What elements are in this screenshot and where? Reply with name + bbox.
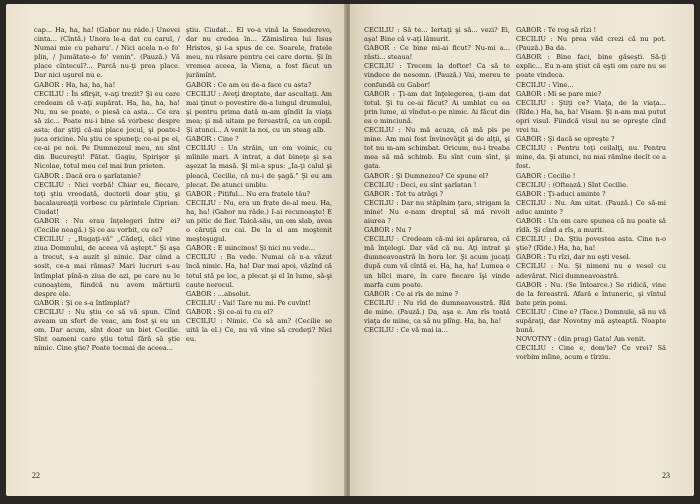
right-page-column-2 [516, 26, 666, 466]
dialogue-paragraph: CECILIU : Nici vorbă! Chiar eu, fiecare, toţi ştiu vreodată, doctorii doar ştiu, şi bacalaureaţii vorbesc cu părintele Ciprian. Ciudat! [34, 180, 180, 216]
dialogue-paragraph: CECILIU : Nu. Am uitat. (Pauză.) Ce să-mi aduc aminte ? [516, 198, 666, 216]
dialogue-paragraph: GABOR : Ce am eu de-a face cu asta? [186, 80, 312, 89]
dialogue-paragraph: GABOR : Şi ce-ai tu cu el? [186, 307, 274, 316]
dialogue-paragraph: CECILIU : Nu ştiu ce să vă spun. Cînd aveam un sfert de veac, am fost şi eu un om. Dar acum, sînt doar un biet Cecilie. Sînt oameni care ştiu totul fără să ştie nimic. Cine ştie? Poate tocmai de aceea... [34, 307, 180, 353]
dialogue-paragraph: GABOR : Tot tu atrăgi ? [364, 189, 443, 198]
left-page [6, 4, 346, 496]
dialogue-paragraph: CECILIU : Să te... Iertaţi şi să... vezi? Ei, aşa! Bine că v-aţi lămurit. [364, 26, 510, 44]
dialogue-paragraph: CECILIU : Nimic. Ce să am? (Cecilie se uită la el.) Ce, nu vă vine să credeţi? Nici eu. [186, 317, 332, 344]
dialogue-paragraph: GABOR : Cecilie ! [516, 171, 576, 180]
dialogue-paragraph: CECILIU : Ştiţi ce? Viaţa, de la viaţa... (Rîde.) Ha, ha, ha! Visam. Şi n-am mai putut opri visul. Fiindcă visul nu se opreşte cînd vrei tu. [516, 98, 666, 135]
dialogue-paragraph: CECILIU : În sfîrşit, v-aţi trezit? Şi eu care credeam că v-aţi supărat. Ha, ha, ha, ha! Nu, nu se poate, o piesă ca asta... Ce era să zic... Poate nu-i bine să vorbesc despre asta; dar ştiţi că-mi place jocul, şi poate-l juca oricine. Nu ştiu ce spuneţi; ce-ai pe ei, ce-ai pe noi. Pe Dumnezeul meu, nu sînt din Bucureşti! Pătat. Gagiu, Spirişor şi Nicolae, totul meu cel mai bun prieten. [34, 89, 180, 171]
dialogue-paragraph: GABOR : Dacă era o şarlatanie? [34, 171, 141, 180]
right-page-column-1 [364, 26, 510, 466]
right-page [350, 4, 694, 496]
dialogue-paragraph: GABOR : Cine ? [186, 135, 239, 144]
dialogue-paragraph: CECILIU : Aveţi dreptate, dar ascultaţi. Am mai ţinut o povestire de-a lungul drumului, şi pentru prima dată m-am gîndit la viaţa mea; şi mă uitam pe fereastră, ca un copil. Şi atunci... A venit la noi, cu un steag alb. [186, 89, 332, 135]
dialogue-paragraph: CECILIU : (Oftează.) Sînt Cecilie. [516, 180, 629, 189]
dialogue-paragraph: GABOR : E mincinos! Şi nici nu vede... [186, 244, 316, 253]
dialogue-paragraph: CECILIU : Pentru toţi ceilalţi, nu. Pentru mine, da. Şi atunci, nu mai rămîne decît ce a fost. [516, 144, 666, 171]
dialogue-paragraph: GABOR : Şi ce s-a întîmplat? [34, 298, 130, 307]
dialogue-paragraph: CECILIU : Trecem la doftor! Ca să te vindece de nesomn. (Pauză.) Vai, mereu te confundă cu Gabor! [364, 62, 510, 89]
dialogue-paragraph: CECILIU : Un străin, un om voinic, cu mîinile mari. A intrat, a dat bineţe şi s-a aşezat la masă. Şi mi-a spus: „Ia-ţi calul şi pleacă, Cecilie, că nu-i de şagă." Şi eu am plecat. De atunci umblu. [186, 144, 332, 189]
dialogue-paragraph: GABOR : Te rog să rîzi ! [516, 26, 597, 34]
dialogue-paragraph: ştiu. Ciudat... El vo-a vină la Smederevo, dar nu credea în... Zămislirea lui Iisus Hristos, şi i-a spus de ce. Soarele, fratele meu, nu răsare pentru cei care dorm. Şi în vremea aceea, la Viena, a fost făcut un jurămînt. [186, 26, 332, 80]
dialogue-paragraph: CECILIU : Vai! Tare nu mi. Pe cuvînt! [186, 298, 311, 307]
dialogue-paragraph: NOVOTNY : (din prag) Gata! Am venit. [516, 335, 646, 344]
dialogue-paragraph: GABOR : Ţi-am dat înţelegerea, ţi-am dat totul. Şi tu ce-ai făcut? Ai umblat cu ea prin lume, ai vîndut-o pe nimic. Ai făcut din ea o minciună. [364, 89, 510, 125]
dialogue-paragraph: GABOR : Nu. (Se întoarce.) Se ridică, vine de la fereastră. Afară e întuneric, şi vîntul bate prin pomi. [516, 280, 666, 307]
dialogue-paragraph: GABOR : Pitiful... Nu era fratele tău? [186, 189, 311, 198]
dialogue-paragraph: CECILIU : Nu, era un frate de-al meu. Ha, ha, ha! (Gabor nu râde.) I-ai recunoaşte! E un pitic de fier. Taică-său, un om slab, avea o căruţă cu cai. De la el am moştenit meşteşugul. [186, 198, 332, 244]
dialogue-paragraph: CECILIU : Nu rîd de dumneavoastră. Rîd de mine. (Pauză.) Da, aşa e. Am rîs toată viaţa de mine, ca să nu plîng. Ha, ha, ha! [364, 298, 510, 325]
dialogue-paragraph: CECILIU : Credeam că-mi iei apărarea, că mă înţelegi. Dar văd că nu. Aţi intrat şi dumneavoastră în hora lor. Şi acum jucaţi după cum vă cîntă ei. Ha, ha, ha! Lumea e un bîlci mare, în care fiecare îşi vinde marfa cum poate. [364, 235, 510, 289]
dialogue-paragraph: CECILIU : Nu. Şi nimeni nu e vesel cu adevărat. Nici dumneavoastră. [516, 262, 666, 280]
dialogue-paragraph: GABOR : Şi Dumnezeu? Ce spune el? [364, 171, 489, 180]
dialogue-paragraph: CECILIU : Cine e, dom'le? Ce vrei? Să vorbim mîine, acum e tîrziu. [516, 344, 666, 362]
dialogue-paragraph: cap... Ha, ha, ha! (Gabor nu râde.) Unevei cinta... (Cîntă.) Unora le-a dat cu carul, / Numai mie cu paharu'. / Nici acela n-o fo' plin, / Jumătate-o fo' venin". (Pauză.) Vă place cîntecul?... Parcă nu-ţi prea place. Dar nici uşurel nu e. [34, 26, 180, 80]
dialogue-paragraph: CECILIU : „Rugaţi-vă" „Cădeţi, căci vine ziua Domnului, de aceea vă aştept." Şi aşa a trecut, s-a auzit şi nimic. Dar când a sosit, ce-a mai rămas? Mari lucruri s-au întîmplat pînă-n ziua de azi, pe care nu le cunoaştem, fiindcă nu avem mărturii despre ele. [34, 235, 180, 298]
dialogue-paragraph: CECILIU : Dar nu stăpînim ţara, strigam la mine! Nu e-nam dreptul să mă revolt aiurea ? [364, 198, 510, 225]
dialogue-paragraph: CECILIU : Cine e? (Tace.) Domnule, să nu vă supăraţi, dar Novotny mă aşteaptă. Noapte bună. [516, 307, 666, 335]
dialogue-paragraph: CECILIU : Nu prea văd crezi că nu pot. (Pauză.) Ba da. [516, 35, 666, 53]
dialogue-paragraph: GABOR : Tu rîzi, dar nu eşti vesel. [516, 253, 631, 262]
dialogue-paragraph: GABOR : Ce bine mi-ai ficut? Nu-mi a... răsti... steaua! [364, 44, 510, 62]
dialogue-paragraph: CECILIU : Nu mă acuza, că mă pis pe mine. Am mai fost învinovăţit şi de alţii, şi tot nu m-am schimbat. Oricum, nu-i treaba mea să mă schimb. Eu sînt cum sînt, şi gata. [364, 126, 510, 171]
dialogue-paragraph: GABOR : Ţi-aduci aminte ? [516, 189, 606, 198]
dialogue-paragraph: GABOR : Ce ai rîs de mine ? [364, 289, 459, 298]
left-page-column-2 [186, 26, 332, 466]
dialogue-paragraph: CECILIU : Deci, eu sînt şarlatan ! [364, 180, 477, 189]
right-page-number: 23 [662, 471, 670, 480]
dialogue-paragraph: GABOR : Mi se pare mie? [516, 89, 602, 98]
dialogue-paragraph: GABOR : Nu erau înţelegeri între ei? (Cecilie neagă.) Şi ce au vorbit, cu ce? [34, 216, 180, 235]
dialogue-paragraph: CECILIU : Vine... [516, 80, 574, 89]
left-page-number: 22 [32, 471, 40, 480]
dialogue-paragraph: GABOR : Un om care spunea că nu poate să rîdă. Şi cînd a rîs, a murit. [516, 216, 666, 235]
dialogue-paragraph: GABOR : ...absolut. [186, 289, 251, 298]
dialogue-paragraph: CECILIU : Ce vă mai ia... [364, 326, 448, 335]
left-page-column-1 [34, 26, 180, 466]
dialogue-paragraph: GABOR : Ha, ha, ha, ha! [34, 80, 116, 89]
dialogue-paragraph: CECILIU : Da. Ştiu povestea asta. Cine n-o ştie? (Rîde.) Ha, ha, ha! [516, 235, 666, 253]
dialogue-paragraph: CECILIU : Ba vede. Numai că n-a văzut încă nimic. Ha, ha! Dar mai apoi, văzînd că totul stă pe loc, a plecat şi el în lume, să-şi caute norocul. [186, 253, 332, 289]
dialogue-paragraph: GABOR : Şi dacă se opreşte ? [516, 135, 615, 144]
dialogue-paragraph: GABOR : Bine faci, bine găseşti. Să-ţi explic... Eu n-am ştiut că eşti om care nu se poate vindeca. [516, 53, 666, 80]
dialogue-paragraph: GABOR : Nu ? [364, 226, 412, 235]
